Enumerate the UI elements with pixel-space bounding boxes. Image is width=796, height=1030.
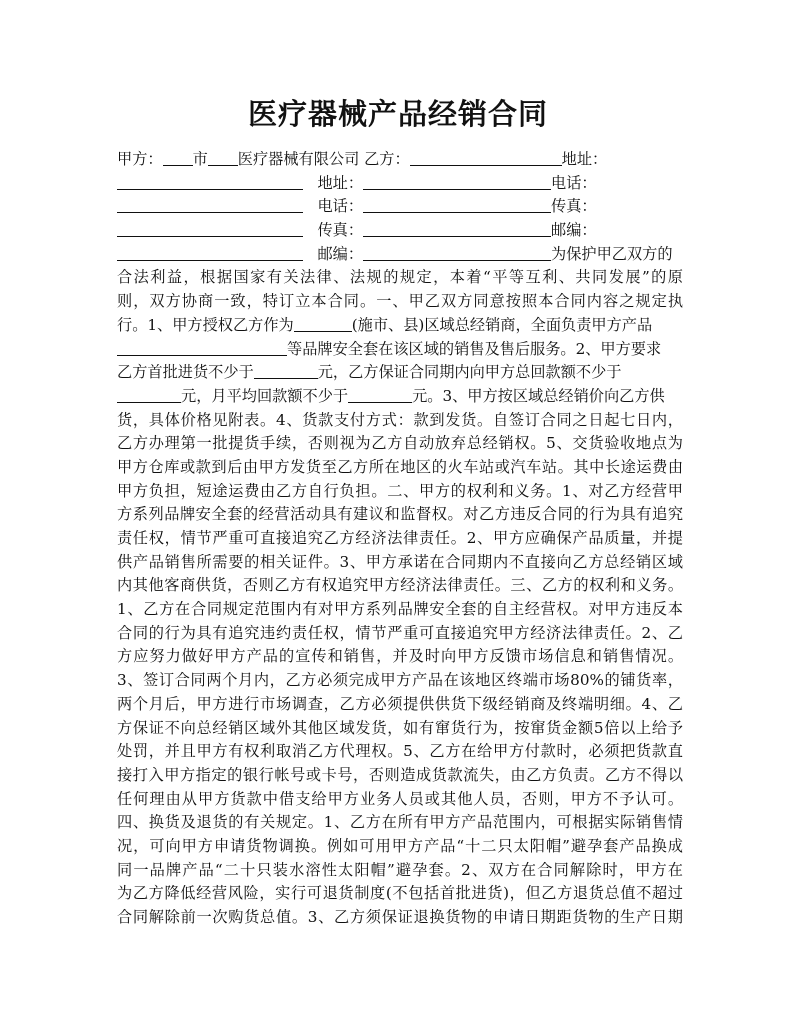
party-line-1	[117, 148, 683, 172]
text-segment: 为保护甲乙双方的	[551, 244, 673, 263]
body-line: 同一品牌产品“二十只装水溶性太阳帽”避孕套。2、双方在合同解除时，甲方在	[117, 860, 683, 879]
body-line: 1、乙方在合同规定范围内有对甲方系列品牌安全套的自主经营权。对甲方违反本	[117, 600, 683, 619]
party-line-3	[117, 195, 683, 219]
blank-line[interactable]	[363, 196, 551, 213]
blank-line[interactable]	[410, 149, 562, 166]
text-segment: 电话：	[551, 173, 597, 192]
blank-line[interactable]	[163, 149, 193, 166]
document-title: 医疗器械产品经销合同	[247, 97, 548, 131]
body-line: 四、换货及退货的有关规定。1、乙方在所有甲方产品范围内，可根据实际销售情	[117, 813, 683, 832]
body-line: 乙方办理第一批提货手续，否则视为乙方自动放弃总经销权。5、交货验收地点为	[117, 434, 683, 453]
party-line-2	[117, 172, 683, 196]
body-line: 责任权，情节严重可直接追究乙方经济法律责任。2、甲方应确保产品质量，并提	[117, 529, 683, 547]
text-segment: 医疗器械有限公司 乙方：	[237, 150, 410, 168]
blank-line[interactable]	[117, 244, 303, 261]
text-segment: 元，乙方保证合同期内向甲方总回款额不少于	[317, 363, 622, 382]
body-line: 为乙方降低经营风险，实行可退货制度(不包括首批进货)，但乙方退货总值不超过	[117, 884, 683, 903]
text-segment: 市	[192, 150, 208, 168]
text-segment: 元，月平均回款额不少于	[181, 386, 349, 405]
body-line: 合同解除前一次购货总值。3、乙方须保证退换货物的申请日期距货物的生产日期	[117, 908, 683, 926]
party-line-5	[117, 243, 683, 267]
body-line: 甲方负担，短途运费由乙方自行负担。二、甲方的权利和义务。1、对乙方经营甲	[117, 481, 683, 500]
text-segment: 传真：	[551, 197, 597, 216]
text-segment: 电话：	[317, 197, 364, 216]
body-line: 两个月后，甲方进行市场调查，乙方必须提供供货下级经销商及终端明细。4、乙	[117, 694, 683, 713]
body-line: 方应努力做好甲方产品的宣传和销售，并及时向甲方反馈市场信息和销售情况。	[117, 647, 683, 666]
text-segment: 乙方首批进货不少于	[117, 363, 254, 382]
body-line: 供产品销售所需要的相关证件。3、甲方承诺在合同期内不直接向乙方总经销区域	[117, 552, 683, 571]
body-line: 接打入甲方指定的银行帐号或卡号，否则造成货款流失，由乙方负责。乙方不得以	[117, 765, 683, 784]
body-line: 货，具体价格见附表。4、货款支付方式：款到发货。自签订合同之日起七日内，	[117, 410, 683, 429]
blank-line[interactable]	[208, 149, 238, 166]
text-segment: 甲方：	[117, 150, 163, 168]
body-line: 况，可向甲方申请货物调换。例如可用甲方产品“十二只太阳帽”避孕套产品换成	[117, 836, 683, 855]
blank-line[interactable]	[254, 362, 318, 379]
body-line: 方保证不向总经销区域外其他区域发货，如有窜货行为，按窜货金额5倍以上给予	[117, 718, 683, 737]
text-segment: 邮编：	[317, 244, 364, 263]
body-line: 合法利益，根据国家有关法律、法规的规定，本着“平等互利、共同发展”的原	[117, 268, 683, 287]
body-line: 方系列品牌安全套的经营活动具有建议和监督权。对乙方违反合同的行为具有追究	[117, 505, 683, 524]
body-line: 甲方仓库或款到后由甲方发货至乙方所在地区的火车站或汽车站。其中长途运费由	[117, 457, 683, 476]
text-segment: 地址：	[317, 173, 364, 192]
contract-body	[117, 148, 683, 930]
blank-line[interactable]	[117, 220, 303, 237]
blank-line[interactable]	[363, 220, 551, 237]
body-line	[117, 338, 683, 362]
body-line: 合同的行为具有追究违约责任权，情节严重可直接追究甲方经济法律责任。2、乙	[117, 623, 683, 642]
blank-line[interactable]	[363, 173, 551, 190]
blank-line[interactable]	[117, 173, 303, 190]
blank-line[interactable]	[117, 386, 181, 403]
body-line	[117, 361, 683, 385]
text-segment: 地址：	[561, 150, 608, 168]
body-line: 任何理由从甲方货款中借支给甲方业务人员或其他人员，否则，甲方不予认可。	[117, 789, 683, 808]
text-segment: 传真：	[317, 221, 364, 240]
body-line: 3、签订合同两个月内，乙方必须完成甲方产品在该地区终端市场80%的铺货率，	[117, 671, 683, 690]
text-segment: 邮编：	[551, 221, 597, 240]
text-segment: (施市、县)区域总经销商，全面负责甲方产品	[351, 315, 653, 334]
blank-line[interactable]	[348, 386, 412, 403]
body-line: 则，双方协商一致，特订立本合同。一、甲乙双方同意按照本合同内容之规定执	[117, 292, 683, 311]
party-line-4	[117, 219, 683, 243]
body-line	[117, 385, 683, 409]
blank-line[interactable]	[117, 339, 287, 356]
body-line	[117, 314, 683, 338]
body-line: 内其他客商供货，否则乙方有权追究甲方经济法律责任。三、乙方的权利和义务。	[117, 576, 683, 595]
blank-line[interactable]	[363, 244, 551, 261]
text-segment: 元。3、甲方按区域总经销价向乙方供	[412, 386, 665, 405]
body-line: 处罚，并且甲方有权利取消乙方代理权。5、乙方在给甲方付款时，必须把货款直	[117, 742, 683, 761]
text-segment: 行。1、甲方授权乙方作为	[117, 315, 294, 334]
text-segment: 等品牌安全套在该区域的销售及售后服务。2、甲方要求	[287, 339, 662, 358]
blank-line[interactable]	[117, 196, 303, 213]
blank-line[interactable]	[294, 315, 352, 332]
